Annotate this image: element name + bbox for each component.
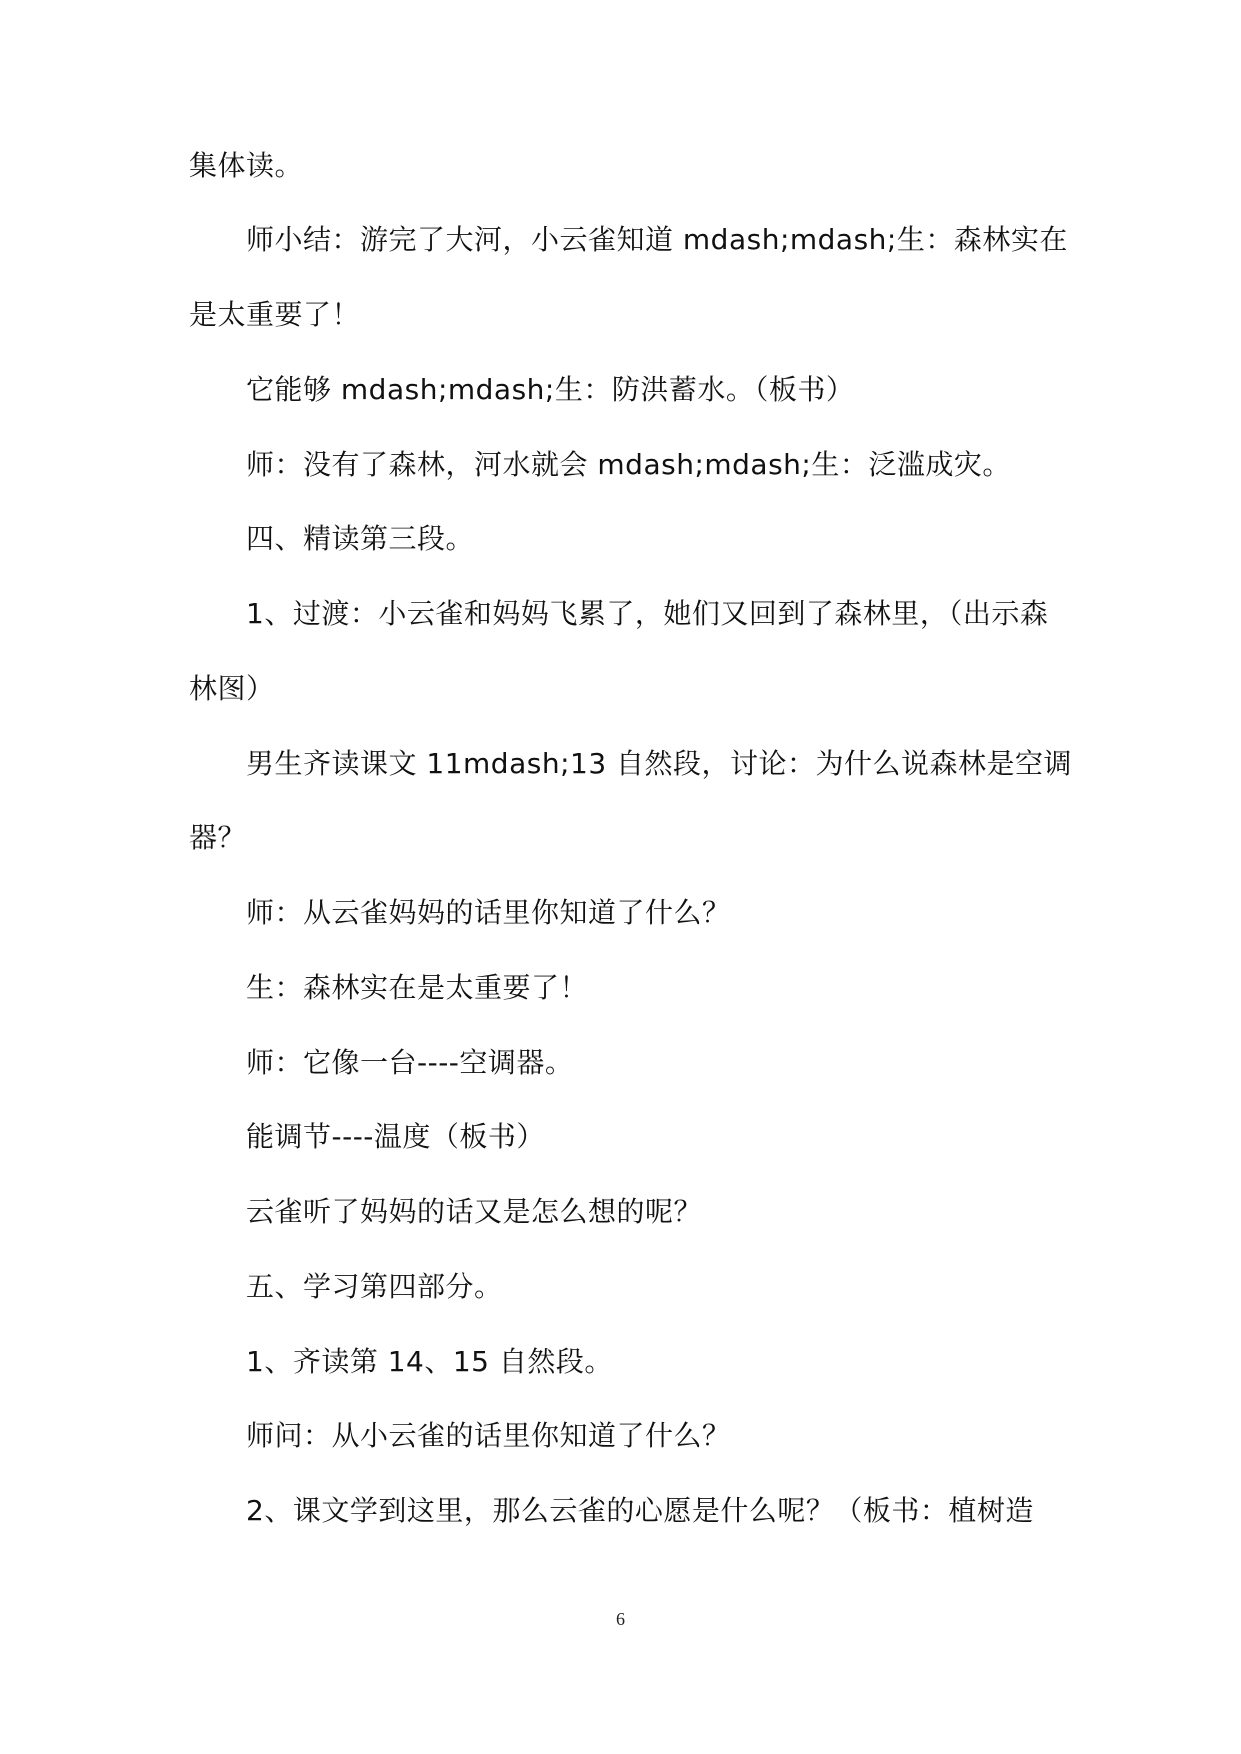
text-line: 能调节----温度（板书） <box>246 1120 545 1153</box>
text-line: 1、过渡：小云雀和妈妈飞累了，她们又回到了森林里，（出示森 <box>246 597 1049 630</box>
text-line: 四、精读第三段。 <box>246 522 475 555</box>
text-line: 它能够 mdash;mdash;生：防洪蓄水。（板书） <box>246 373 855 406</box>
text-line: 生：森林实在是太重要了！ <box>246 971 589 1004</box>
text-line: 是太重要了！ <box>189 298 361 331</box>
text-line: 林图） <box>189 672 275 705</box>
text-line: 1、齐读第 14、15 自然段。 <box>246 1345 613 1378</box>
text-line: 云雀听了妈妈的话又是怎么想的呢？ <box>246 1195 703 1228</box>
text-line: 2、课文学到这里，那么云雀的心愿是什么呢？（板书：植树造 <box>246 1494 1034 1527</box>
text-line: 师：它像一台----空调器。 <box>246 1046 574 1079</box>
page-number: 6 <box>616 1609 625 1629</box>
text-line: 师：从云雀妈妈的话里你知道了什么？ <box>246 896 731 929</box>
text-line: 五、学习第四部分。 <box>246 1270 503 1303</box>
text-line: 器？ <box>189 821 247 854</box>
text-line: 集体读。 <box>189 149 304 182</box>
text-line: 师：没有了森林，河水就会 mdash;mdash;生：泛滥成灾。 <box>246 448 1011 481</box>
text-line: 师问：从小云雀的话里你知道了什么？ <box>246 1419 731 1452</box>
text-line: 男生齐读课文 11mdash;13 自然段，讨论：为什么说森林是空调 <box>246 747 1073 780</box>
text-line: 师小结：游完了大河，小云雀知道 mdash;mdash;生：森林实在 <box>246 223 1068 256</box>
